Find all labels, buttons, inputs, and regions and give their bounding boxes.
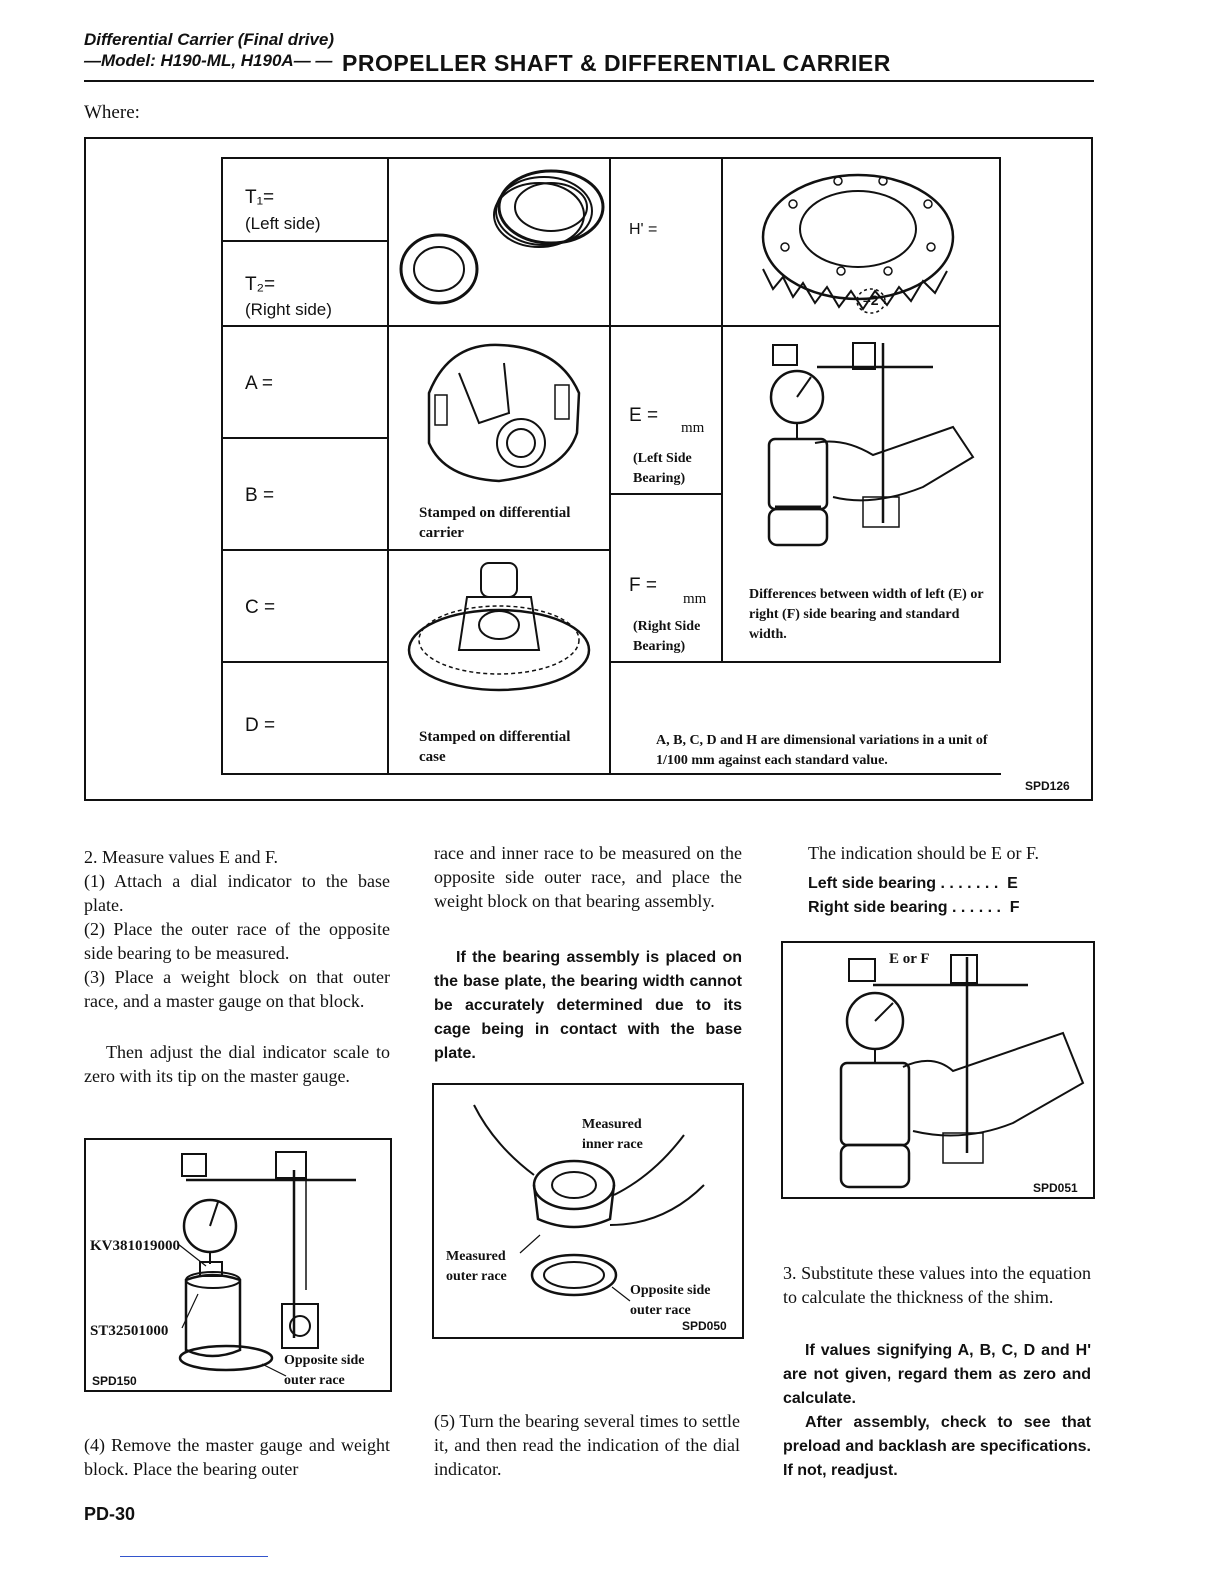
difference-note: Differences between width of left (E) or right (F) side bearing and standard width.: [749, 587, 984, 642]
f-label: F =: [629, 575, 657, 596]
step-2-4: (4) Remove the master gauge and weight block. Place the bearing outer: [84, 1435, 390, 1479]
header-subtitle-1: Differential Carrier (Final drive): [84, 30, 335, 49]
page-number: PD-30: [84, 1504, 136, 1524]
e-or-f-label: E or F: [889, 951, 930, 967]
values-warning: If values signifying A, B, C, D and H' are not given, regard them as zero and calculate.: [783, 1342, 1091, 1407]
e-note: (Left Side Bearing): [633, 451, 692, 486]
e-unit: mm: [681, 420, 705, 436]
d-label: D =: [245, 715, 276, 736]
cell-case-image: [387, 549, 611, 775]
cell-t2: [221, 240, 389, 327]
page-title: PROPELLER SHAFT & DIFFERENTIAL CARRIER: [342, 50, 891, 76]
b-label: B =: [245, 485, 275, 506]
header-rule: [84, 80, 1094, 82]
assembly-warning: After assembly, check to see that preload and backlash are specifications. If not, readjust.: [783, 1414, 1091, 1479]
where-label: Where:: [84, 102, 140, 123]
c-label: C =: [245, 597, 276, 618]
cell-dial-gauge: [721, 325, 1001, 663]
ring-gear-mark: –2: [863, 292, 879, 308]
cell-h-prime: [609, 157, 723, 327]
cell-e: [609, 325, 723, 495]
e-label: E =: [629, 405, 659, 426]
fig-code-spd126: SPD126: [1025, 779, 1070, 793]
t2-label: T₂=: [245, 274, 276, 295]
step-2-5: (5) Turn the bearing several times to settle it, and then read the indication of the dial indicator.: [434, 1411, 740, 1479]
cell-b: [221, 437, 389, 551]
right-side-bearing: Right side bearing . . . . . . F: [808, 899, 1020, 916]
shim-washers-illustration: [389, 159, 609, 325]
cell-f: [609, 493, 723, 663]
t1-label: T₁=: [245, 187, 275, 208]
differential-case-illustration: [389, 555, 609, 705]
cell-shim-image: [387, 157, 611, 327]
opposite-outer-race-label: Opposite side outer race: [284, 1353, 365, 1388]
footer-link-line: [120, 1556, 268, 1557]
f-unit: mm: [683, 591, 707, 607]
h-prime-label: H' =: [629, 221, 658, 238]
cell-a: [221, 325, 389, 439]
measured-outer-race-label: Measured outer race: [446, 1249, 507, 1284]
kv-part-number: KV381019000: [90, 1238, 180, 1254]
cell-ring-gear-image: [721, 157, 1001, 327]
case-caption: Stamped on differential case: [419, 729, 571, 765]
step-2-4-continued: race and inner race to be measured on the opposite side outer race, and place the weight block on that bearing assembly.: [434, 843, 742, 911]
opposite-side-outer-race-label: Opposite side outer race: [630, 1283, 711, 1318]
dial-indicator-illustration: [723, 327, 999, 557]
st-part-number: ST32501000: [90, 1323, 169, 1339]
cell-carrier-image: [387, 325, 611, 551]
a-label: A =: [245, 373, 273, 394]
f-note: (Right Side Bearing): [633, 619, 701, 654]
cell-c: [221, 549, 389, 663]
header-subtitle-2: —Model: H190-ML, H190A— —: [84, 51, 333, 70]
t2-side: (Right side): [245, 300, 332, 319]
step-2-1: (1) Attach a dial indicator to the base plate.: [84, 871, 390, 915]
cell-d: [221, 661, 389, 775]
left-side-bearing: Left side bearing . . . . . . . E: [808, 875, 1018, 892]
variation-note: A, B, C, D and H are dimensional variations in a unit of 1/100 mm against each standard value.: [656, 733, 988, 768]
fig-code-spd051: SPD051: [1033, 1181, 1078, 1195]
step-2-2: (2) Place the outer race of the opposite side bearing to be measured.: [84, 919, 390, 963]
figure-spd150: [84, 1138, 392, 1392]
differential-carrier-illustration: [389, 333, 609, 493]
bearing-warning: If the bearing assembly is placed on the base plate, the bearing width cannot be accurately determined due to its cage being in contact with the base plate.: [434, 949, 742, 1062]
step-2-heading: 2. Measure values E and F.: [84, 847, 279, 867]
fig-code-spd050: SPD050: [682, 1319, 727, 1333]
indication-text: The indication should be E or F.: [808, 843, 1040, 863]
step-2-3: (3) Place a weight block on that outer race, and a master gauge on that block.: [84, 967, 390, 1011]
step-2-then: Then adjust the dial indicator scale to zero with its tip on the master gauge.: [84, 1042, 390, 1086]
fig-code-spd150: SPD150: [92, 1374, 137, 1388]
step-3: 3. Substitute these values into the equation to calculate the thickness of the shim.: [783, 1263, 1091, 1307]
measured-inner-race-label: Measured inner race: [582, 1117, 643, 1152]
carrier-caption: Stamped on differential carrier: [419, 505, 571, 541]
figure-spd051: [781, 941, 1095, 1199]
dial-reading-illustration: [783, 943, 1093, 1197]
ring-gear-illustration: [723, 159, 999, 325]
t1-side: (Left side): [245, 214, 321, 233]
figure-spd050: [432, 1083, 744, 1339]
cell-t1: [221, 157, 389, 242]
